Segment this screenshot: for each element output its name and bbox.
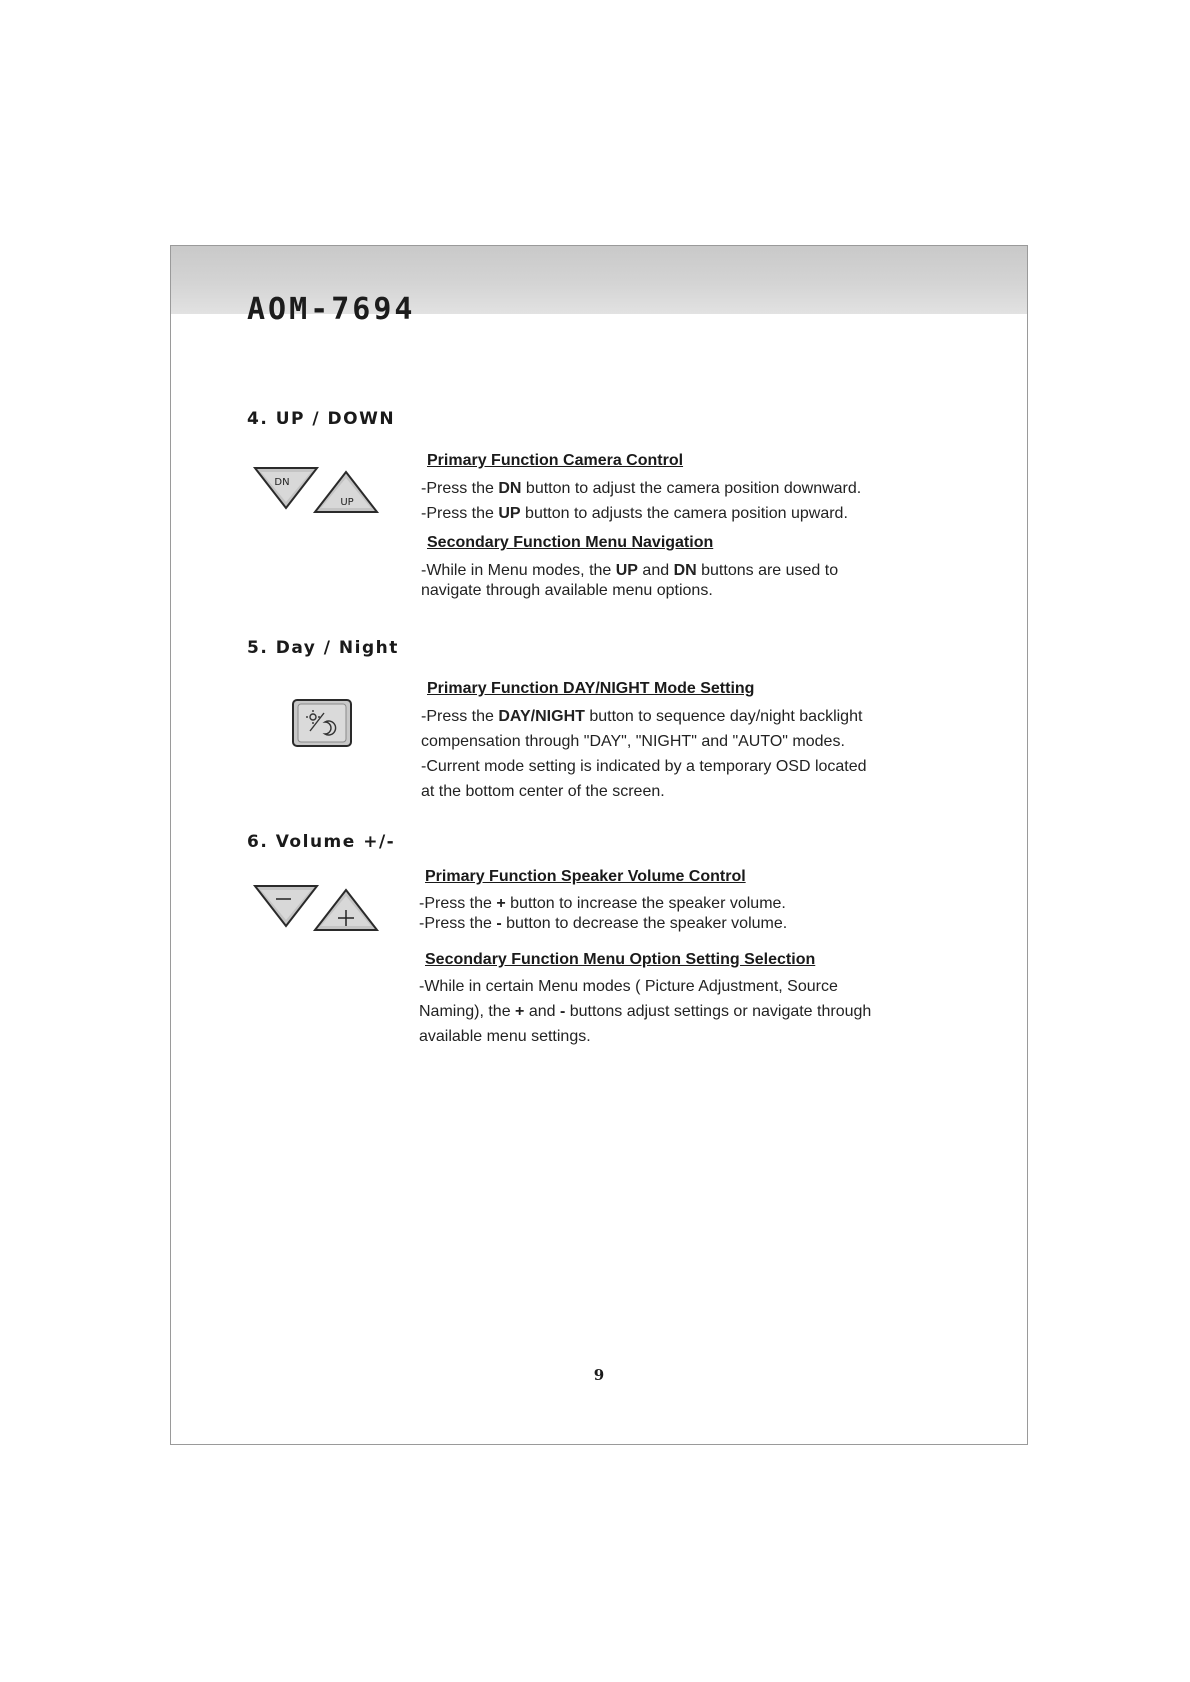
day-night-button-icon [291,698,353,748]
plus-triangle-button-icon [315,890,377,930]
up-triangle-button-icon [315,472,377,512]
updown-secondary-line: navigate through available menu options. [421,582,713,599]
section-heading-updown: 4. UP / DOWN [247,409,396,429]
volume-secondary-line: -While in certain Menu modes ( Picture Adjustment, Source [419,978,838,995]
model-title: AOM-7694 [247,292,416,327]
section-heading-volume: 6. Volume +/- [247,832,396,852]
minus-triangle-button-icon [255,886,317,926]
volume-secondary-line: Naming), the + and - buttons adjust settings or navigate through [419,1003,872,1020]
volume-primary-title: Primary Function Speaker Volume Control [425,868,746,885]
volume-secondary-title: Secondary Function Menu Option Setting Selection [425,951,816,968]
updown-secondary-line: -While in Menu modes, the UP and DN buttons are used to [421,562,839,579]
up-label: UP [340,497,354,508]
section-heading-daynight: 5. Day / Night [247,638,399,658]
updown-secondary-title: Secondary Function Menu Navigation [427,534,714,551]
daynight-primary-line: at the bottom center of the screen. [421,783,665,800]
daynight-primary-line: -Press the DAY/NIGHT button to sequence day/night backlight [421,708,863,725]
updown-primary-line: -Press the DN button to adjust the camera position downward. [421,480,862,497]
daynight-primary-line: compensation through "DAY", "NIGHT" and "AUTO" modes. [421,733,845,750]
volume-primary-line: -Press the - button to decrease the speaker volume. [419,915,788,932]
page-frame [170,245,1028,1445]
dn-label: DN [274,477,290,488]
down-triangle-button-icon [255,468,317,508]
daynight-primary-title: Primary Function DAY/NIGHT Mode Setting [427,680,755,697]
volume-secondary-line: available menu settings. [419,1028,591,1045]
volume-buttons-icon [251,882,383,934]
daynight-primary-line: -Current mode setting is indicated by a temporary OSD located [421,758,867,775]
page-number: 9 [593,1366,605,1384]
updown-buttons-icon [251,464,383,516]
updown-primary-title: Primary Function Camera Control [427,452,684,469]
updown-primary-line: -Press the UP button to adjusts the camera position upward. [421,505,848,522]
volume-primary-line: -Press the + button to increase the speaker volume. [419,895,786,912]
